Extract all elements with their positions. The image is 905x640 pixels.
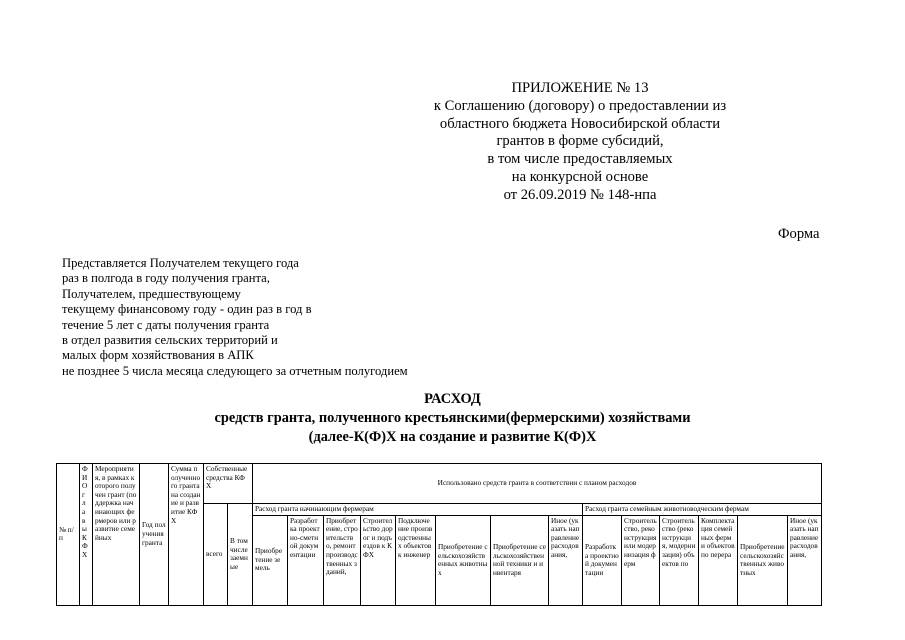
instruction-line: раз в полгода в году получения гранта, <box>62 271 270 286</box>
col-header-year: Год получения гранта <box>140 464 169 606</box>
instruction-line: малых форм хозяйствования в АПК <box>62 348 254 363</box>
appendix-date: от 26.09.2019 № 148-нпа <box>503 186 657 203</box>
col-header-buildings: Приобретение, строительство, ремонт производственных зданий, <box>324 515 361 605</box>
col-header-family-animals: Приобретение сельскохозяйственных животных <box>738 515 788 605</box>
group-header-beginning-farmers: Расход гранта начинающим фермерам <box>253 504 583 516</box>
col-header-family-equipment: Комплектация семейных ферм и объектов по перера <box>699 515 738 605</box>
col-header-other: Иное (указать направление расходования, <box>549 515 583 605</box>
document-title: РАСХОД <box>424 391 481 407</box>
col-header-animals: Приобретение сельскохозяйственных животных <box>436 515 491 605</box>
col-header-family-design: Разработка проектной документации <box>583 515 622 605</box>
instruction-line: текущему финансовому году - один раз в год в <box>62 302 312 317</box>
appendix-line: на конкурсной основе <box>511 168 649 185</box>
appendix-line: областного бюджета Новосибирской области <box>439 115 721 132</box>
group-header-family-farms: Расход гранта семейным животноводческим фермам <box>583 504 822 516</box>
appendix-line: грантов в форме субсидий, <box>496 133 664 150</box>
instruction-line: Получателем, предшествующему <box>62 286 241 301</box>
col-header-utilities: Подключение производственных объектов к инженер <box>396 515 436 605</box>
col-header-used-funds: Использовано средств гранта в соответствии с планом расходов <box>253 464 822 504</box>
appendix-line: к Соглашению (договору) о предоставлении из <box>433 97 727 114</box>
col-header-family-objects: Строительство (реконструкция, модернизация) объектов по <box>660 515 699 605</box>
document-subtitle-2: (далее-К(Ф)Х на создание и развитие К(Ф)Х <box>308 429 597 445</box>
instruction-line: в отдел развития сельских территорий и <box>62 333 278 348</box>
col-header-own-funds: Собственные средства КФХ <box>204 464 253 504</box>
document-subtitle: средств гранта, полученного крестьянскими(фермерскими) хозяйствами <box>214 410 691 426</box>
col-header-machinery: Приобретение сельскохозяйственной техники и инвентаря <box>491 515 549 605</box>
instruction-line: Представляется Получателем текущего года <box>62 256 299 270</box>
col-header-family-other: Иное (указать направление расходования, <box>788 515 822 605</box>
col-header-roads: Строительство дорог и подъездов к КФХ <box>361 515 396 605</box>
instruction-line: течение 5 лет с даты получения гранта <box>62 317 270 332</box>
col-header-number: № п/п <box>57 464 80 606</box>
col-header-grant-sum: Сумма полученного гранта на создание и развитие КФХ <box>169 464 204 606</box>
col-header-event: Мероприятия, в рамках которого получен грант (поддержка начинающих фермеров или развитие семейных <box>93 464 140 606</box>
col-header-land: Приобретение земель <box>253 515 288 605</box>
appendix-title: ПРИЛОЖЕНИЕ № 13 <box>511 80 649 96</box>
expense-table <box>56 463 822 606</box>
col-header-design-docs: Разработка проектно-сметной документации <box>288 515 324 605</box>
col-header-fio: Ф И О г л а в ы К Ф Х <box>80 464 93 606</box>
appendix-block <box>415 80 745 205</box>
col-header-family-construction: Строительство, реконструкция или модернизация ферм <box>622 515 660 605</box>
appendix-line: в том числе предоставляемых <box>487 151 673 168</box>
form-label: Форма <box>778 226 820 242</box>
col-header-own-total: всего <box>204 504 228 606</box>
instruction-line: не позднее 5 числа месяца следующего за отчетным полугодием <box>62 363 408 378</box>
submission-instructions <box>62 256 408 379</box>
col-header-own-borrowed: В том числе заемные <box>228 504 253 606</box>
